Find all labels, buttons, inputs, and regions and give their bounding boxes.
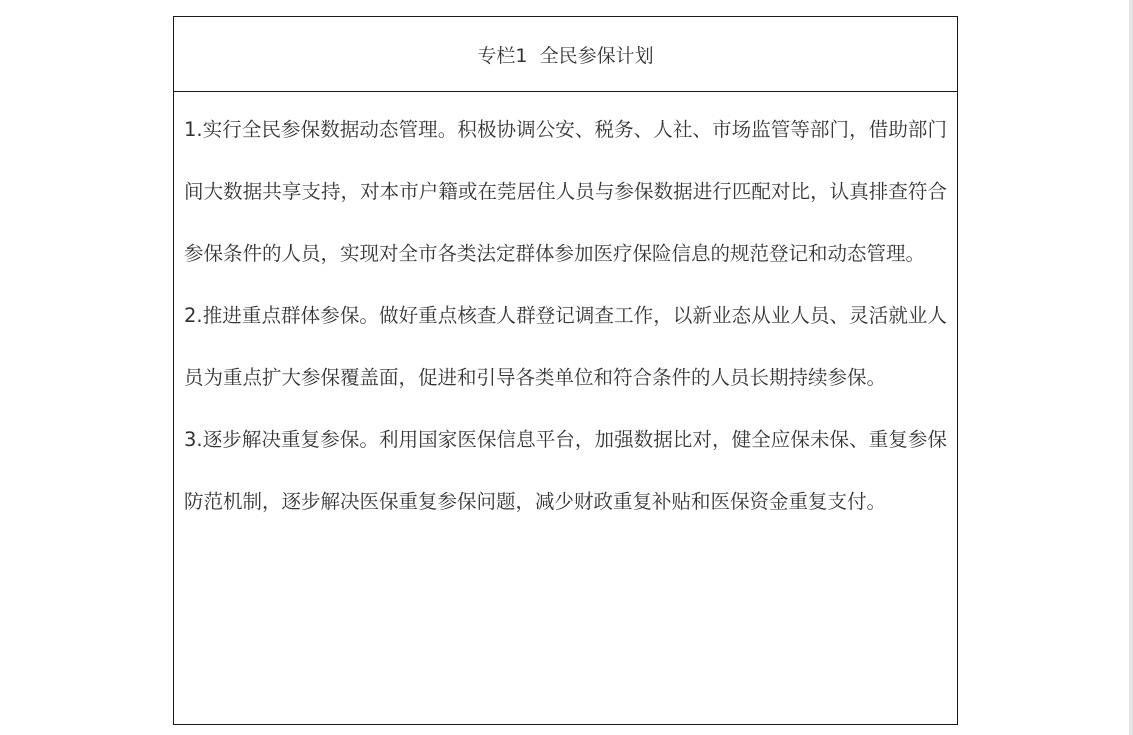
column-body <box>174 99 957 533</box>
column-box <box>173 16 958 725</box>
column-item-2: 2.推进重点群体参保。做好重点核查人群登记调查工作，以新业态从业人员、灵活就业人员为重点扩大参保覆盖面，促进和引导各类单位和符合条件的人员长期持续参保。 <box>184 304 947 389</box>
column-item-3: 3.逐步解决重复参保。利用国家医保信息平台，加强数据比对，健全应保未保、重复参保防范机制，逐步解决医保重复参保问题，减少财政重复补贴和医保资金重复支付。 <box>184 428 947 513</box>
column-item-1: 1.实行全民参保数据动态管理。积极协调公安、税务、人社、市场监管等部门，借助部门间大数据共享支持，对本市户籍或在莞居住人员与参保数据进行匹配对比，认真排查符合参保条件的人员，实现对全市各类法定群体参加医疗保险信息的规范登记和动态管理。 <box>184 118 947 265</box>
column-title: 专栏1 全民参保计划 <box>174 17 957 92</box>
page-scrollbar[interactable] <box>1129 0 1133 735</box>
